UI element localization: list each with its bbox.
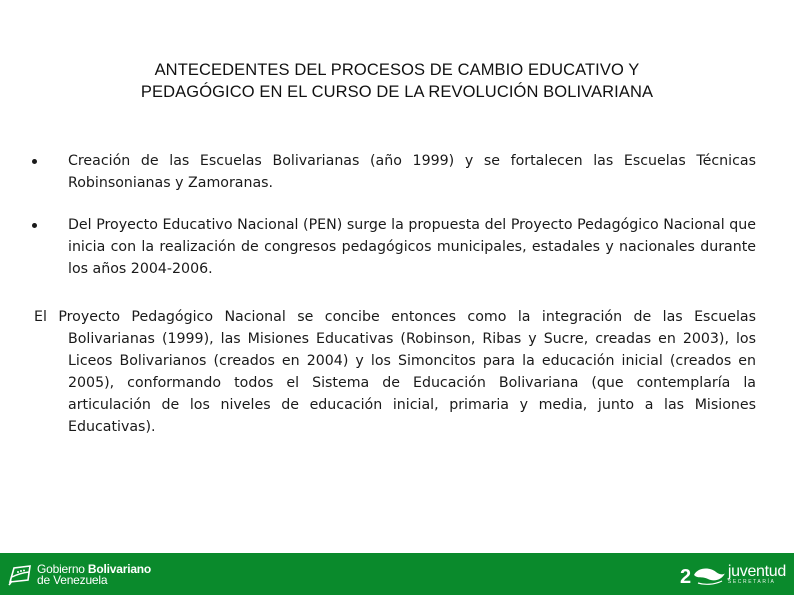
juventud-name: juventud: [727, 563, 786, 580]
juventud-subtitle: SECRETARÍA: [727, 579, 776, 585]
footer-bar: [0, 553, 794, 595]
gobierno-logo-text: [37, 564, 151, 586]
slide-body: [34, 150, 756, 438]
slide-title-line-1: ANTECEDENTES DEL PROCESOS DE CAMBIO EDUCATIVO Y: [154, 61, 640, 79]
body-paragraph: El Proyecto Pedagógico Nacional se concibe entonces como la integración de las Escuelas Bolivarianas (1999), las Misiones Educativas (Robinson, Ribas y Sucre, creadas en 2003), los Liceos Bolivarianos (creados en 2004) y los Simoncitos para la educación inicial (creados en 2005), conformando todos el Sistema de Educación Bolivariana (que contemplaría la articulación de los niveles de educación inicial, primaria y media, junto a las Misiones Educativas).: [34, 309, 756, 435]
bullet-text: Del Proyecto Educativo Nacional (PEN) surge la propuesta del Proyecto Pedagógico Nacional que inicia con la realización de congresos pedagógicos municipales, estadales y nacionales durante los años 2004-2006.: [68, 217, 756, 277]
venezuela-flag-icon: [8, 564, 32, 586]
de-venezuela-text: de Venezuela: [37, 573, 108, 587]
bullet-text: Creación de las Escuelas Bolivarianas (año 1999) y se fortalecen las Escuelas Técnicas Robinsonianas y Zamoranas.: [68, 153, 756, 191]
bolivariano-word: Bolivariano: [87, 562, 152, 576]
slide-title-line-2: PEDAGÓGICO EN EL CURSO DE LA REVOLUCIÓN BOLIVARIANA: [140, 83, 654, 101]
bullet-icon: [32, 223, 37, 228]
juventud-logo: [680, 563, 786, 587]
juventud-text-block: [728, 564, 786, 586]
bullet-icon: [32, 159, 37, 164]
bullet-item: [34, 150, 756, 194]
gobierno-word: Gobierno: [37, 562, 88, 576]
twenty-anniversary-icon: [680, 563, 726, 587]
bullet-item: [34, 214, 756, 280]
gobierno-bolivariano-logo: [8, 564, 151, 586]
svg-text:2: 2: [679, 566, 692, 587]
slide-title: [40, 59, 754, 103]
